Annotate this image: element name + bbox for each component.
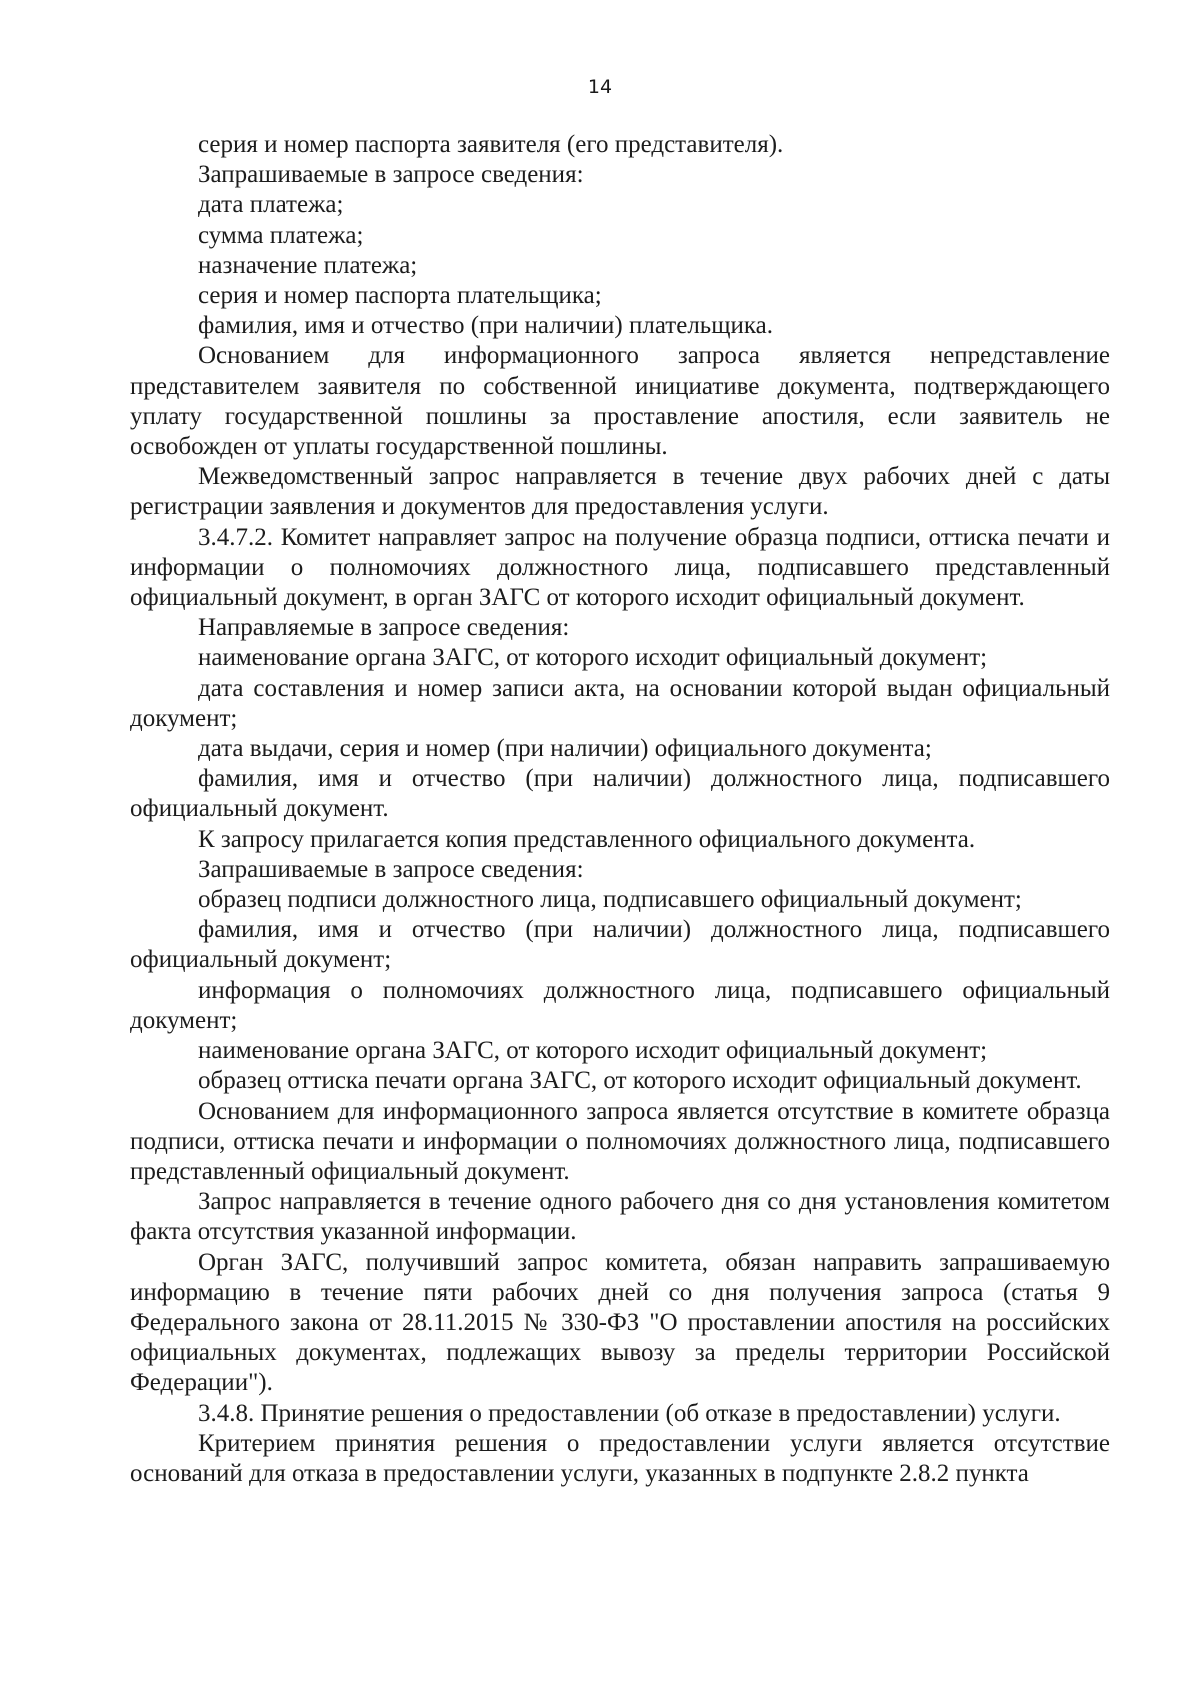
paragraph: Межведомственный запрос направляется в течение двух рабочих дней с даты регистрации заявления и документов для предоставления услуги. bbox=[130, 463, 1110, 521]
paragraph: Направляемые в запросе сведения: bbox=[198, 614, 570, 642]
paragraph: серия и номер паспорта плательщика; bbox=[198, 282, 602, 310]
paragraph: дата платежа; bbox=[198, 191, 344, 219]
paragraph: Орган ЗАГС, получивший запрос комитета, обязан направить запрашиваемую информацию в течение пяти рабочих дней со дня получения запроса (статья 9 Федерального закона от 28.11.2015 № 330-ФЗ "О проставлении апостиля на российских официальных документах, подлежащих вывозу за пределы территории Российской Федерации"). bbox=[130, 1248, 1110, 1397]
paragraph: К запросу прилагается копия представленного официального документа. bbox=[198, 825, 976, 853]
paragraph: образец оттиска печати органа ЗАГС, от которого исходит официальный документ. bbox=[198, 1067, 1082, 1095]
paragraph: 3.4.8. Принятие решения о предоставлении (об отказе в предоставлении) услуги. bbox=[198, 1399, 1061, 1427]
paragraph: дата выдачи, серия и номер (при наличии) официального документа; bbox=[198, 735, 932, 763]
paragraph: назначение платежа; bbox=[198, 251, 418, 279]
paragraph: образец подписи должностного лица, подписавшего официальный документ; bbox=[198, 886, 1022, 914]
paragraph: наименование органа ЗАГС, от которого исходит официальный документ; bbox=[198, 644, 988, 672]
paragraph: фамилия, имя и отчество (при наличии) плательщика. bbox=[198, 312, 773, 340]
paragraph: фамилия, имя и отчество (при наличии) должностного лица, подписавшего официальный документ. bbox=[130, 765, 1110, 823]
paragraph: наименование органа ЗАГС, от которого исходит официальный документ; bbox=[198, 1037, 988, 1065]
paragraph: дата составления и номер записи акта, на основании которой выдан официальный документ; bbox=[130, 674, 1110, 732]
page-number: 14 bbox=[587, 76, 613, 98]
paragraph: сумма платежа; bbox=[198, 221, 364, 249]
paragraph: серия и номер паспорта заявителя (его представителя). bbox=[198, 131, 784, 158]
paragraph: информация о полномочиях должностного лица, подписавшего официальный документ; bbox=[130, 976, 1110, 1034]
paragraph: Основанием для информационного запроса является непредставление представителем заявителя по собственной инициативе документа, подтверждающего уплату государственной пошлины за проставление апостиля, если заявитель не освобожден от уплаты государственной пошлины. bbox=[130, 342, 1110, 461]
paragraph: Критерием принятия решения о предоставлении услуги является отсутствие оснований для отказа в предоставлении услуги, указанных в подпункте 2.8.2 пункта bbox=[130, 1429, 1110, 1487]
paragraph: Запрос направляется в течение одного рабочего дня со дня установления комитетом факта отсутствия указанной информации. bbox=[130, 1188, 1110, 1246]
paragraph: Основанием для информационного запроса является отсутствие в комитете образца подписи, оттиска печати и информации о полномочиях должностного лица, подписавшего представленный официальный документ. bbox=[130, 1097, 1110, 1185]
paragraph: фамилия, имя и отчество (при наличии) должностного лица, подписавшего официальный документ; bbox=[130, 916, 1110, 974]
paragraph: Запрашиваемые в запросе сведения: bbox=[198, 855, 584, 883]
document-body bbox=[130, 130, 1110, 1489]
paragraph: 3.4.7.2. Комитет направляет запрос на получение образца подписи, оттиска печати и информации о полномочиях должностного лица, подписавшего представленный официальный документ, в орган ЗАГС от которого исходит официальный документ. bbox=[130, 523, 1110, 612]
paragraph: Запрашиваемые в запросе сведения: bbox=[198, 161, 584, 189]
